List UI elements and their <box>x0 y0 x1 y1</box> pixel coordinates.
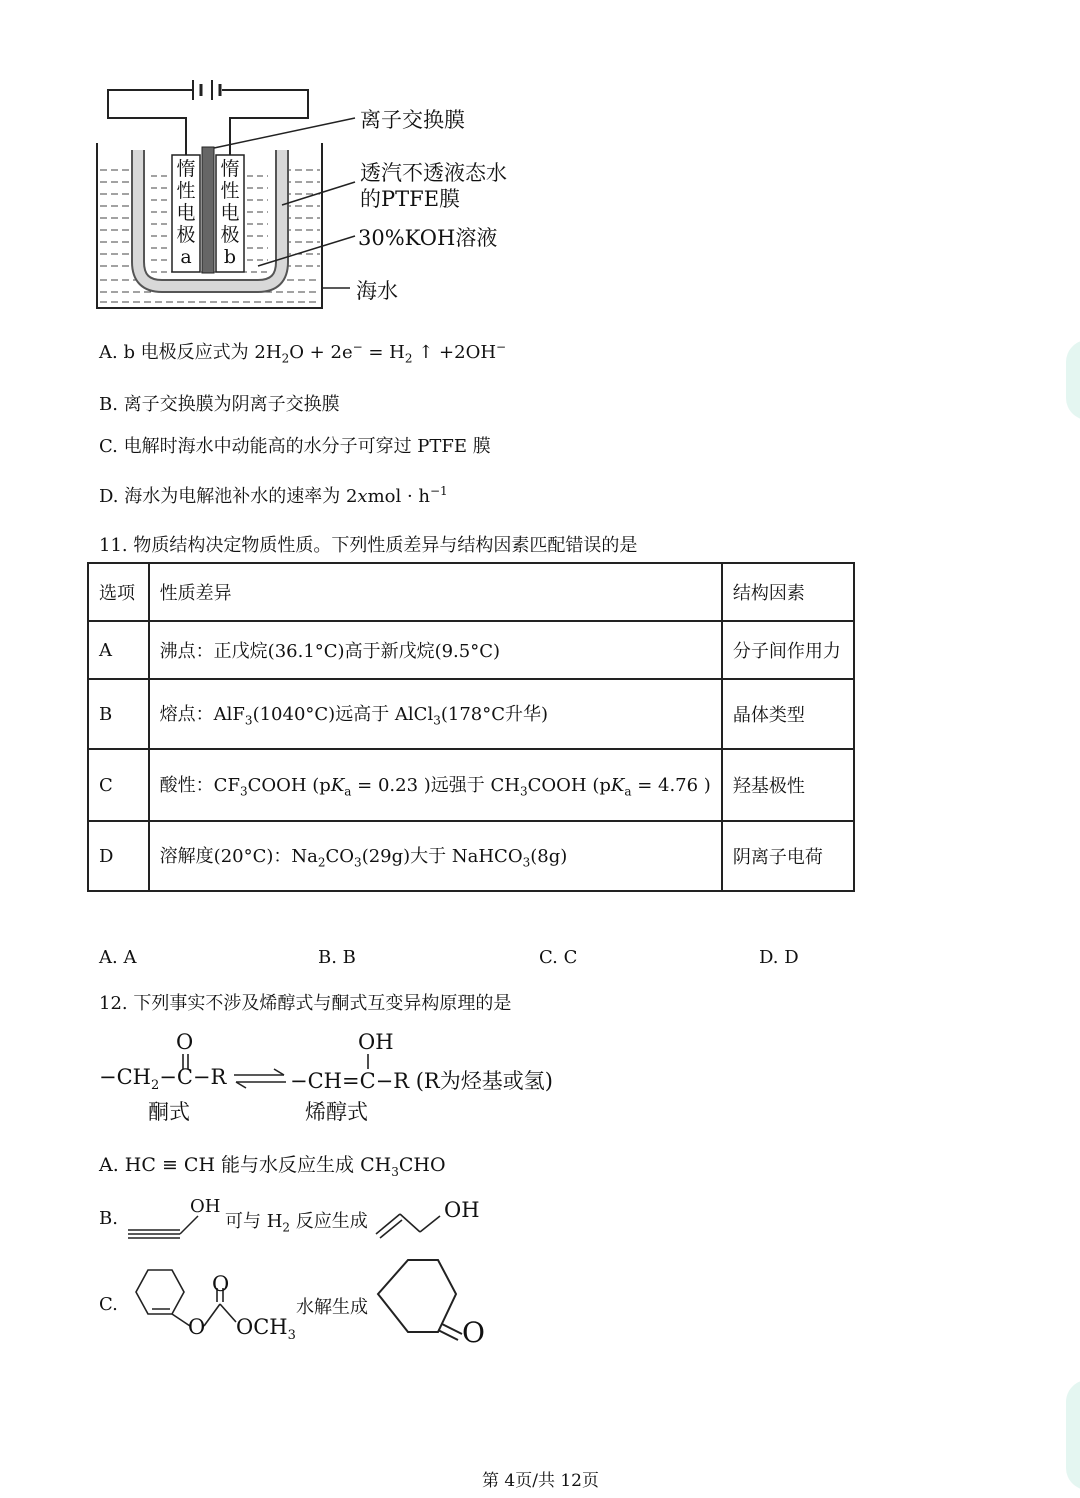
enol-label: 烯醇式 <box>305 1100 368 1124</box>
table-row <box>88 749 854 821</box>
equilibrium-arrows <box>232 1068 288 1090</box>
row-option: B <box>88 679 149 749</box>
q12-option-b-product-oh: OH <box>444 1198 480 1222</box>
ptfe-label-line2: 的PTFE膜 <box>360 187 461 211</box>
row-option: A <box>88 621 149 679</box>
page-footer: 第 4页/共 12页 <box>482 1471 599 1491</box>
row-property: 熔点：AlF$_3$(1040°C)远高于 AlCl$_3$(178°C升华) <box>149 679 722 749</box>
seawater-label: 海水 <box>356 279 398 303</box>
row-property: 酸性：$CF_3COOH$ ($pK_a = 0.23$ )远强于 $CH_3COOH$ ($pK_a = 4.76$ ) <box>149 749 722 821</box>
q10-option-b: B. 离子交换膜为阴离子交换膜 <box>99 394 340 415</box>
q12-stem: 12. 下列事实不涉及烯醇式与酮式互变异构原理的是 <box>99 993 512 1014</box>
table-row <box>88 821 854 891</box>
keto-formula: $-CH_2-C-R$ <box>99 1065 227 1094</box>
q11-answer-a: A. A <box>99 947 137 968</box>
ion-exchange-membrane <box>202 147 214 273</box>
row-factor: 阴离子电荷 <box>722 821 854 891</box>
q10-option-c: C. 电解时海水中动能高的水分子可穿过 PTFE 膜 <box>99 436 491 457</box>
electrolysis-diagram <box>0 0 1080 320</box>
page-accent <box>1066 340 1080 420</box>
electrode-b-label: 惰 性 电 极 b <box>220 158 240 268</box>
membrane-label: 离子交换膜 <box>360 108 465 132</box>
table-header: 选项 <box>88 563 149 621</box>
q12-option-a: A. HC ≡ CH 能与水反应生成 $CH_3CHO$ <box>99 1154 446 1179</box>
row-option: C <box>88 749 149 821</box>
table-row <box>88 679 854 749</box>
q11-answer-c: C. C <box>539 947 578 968</box>
table-header-row <box>88 563 854 621</box>
row-factor: 晶体类型 <box>722 679 854 749</box>
keto-label: 酮式 <box>148 1100 190 1124</box>
enol-oh: OH <box>358 1030 394 1054</box>
q11-table <box>87 562 855 892</box>
table-header: 结构因素 <box>722 563 854 621</box>
table-header: 性质差异 <box>149 563 722 621</box>
cyclohexanone-o: O <box>462 1316 485 1349</box>
q11-answer-d: D. D <box>759 947 799 968</box>
q10-option-d: D. 海水为电解池补水的速率为 2xmol · $h^{-1}$ <box>99 484 448 507</box>
keto-oxygen: O <box>176 1030 194 1054</box>
cyclohexanone-structure <box>372 1254 472 1344</box>
page-accent <box>1066 1380 1080 1490</box>
table-row <box>88 621 854 679</box>
carbonate-och3: $OCH_3$ <box>236 1315 296 1344</box>
enol-formula: −CH=C−R (R为烃基或氢) <box>290 1069 553 1093</box>
q12-option-c-label: C. <box>99 1294 118 1315</box>
row-factor: 分子间作用力 <box>722 621 854 679</box>
q11-answer-b: B. B <box>318 947 356 968</box>
q10-option-a: A. b 电极反应式为 $2H_2O + 2e^- = H_2$ ↑ +2OH− <box>99 340 507 366</box>
row-option: D <box>88 821 149 891</box>
q12-option-c-text: 水解生成 <box>296 1297 368 1318</box>
electrode-a-label: 惰 性 电 极 a <box>176 158 196 268</box>
ptfe-label-line1: 透汽不透液态水 <box>360 161 507 185</box>
carbonate-top-o: O <box>212 1272 230 1296</box>
q11-stem: 11. 物质结构决定物质性质。下列性质差异与结构因素匹配错误的是 <box>99 535 638 556</box>
allyl-alcohol-structure <box>374 1200 444 1242</box>
q12-option-b-oh: OH <box>190 1196 221 1217</box>
q12-option-b-label: B. <box>99 1208 118 1229</box>
q12-option-b-text: 可与 $H_2$ 反应生成 <box>225 1211 368 1235</box>
row-property: 溶解度(20°C)：$Na_2CO_3(29g)$大于 NaHCO$_3$(8g) <box>149 821 722 891</box>
row-factor: 羟基极性 <box>722 749 854 821</box>
carbonate-ester-o: O <box>188 1315 206 1339</box>
row-property: 沸点：正戊烷(36.1°C)高于新戊烷(9.5°C) <box>149 621 722 679</box>
koh-label: 30%KOH溶液 <box>358 226 498 250</box>
